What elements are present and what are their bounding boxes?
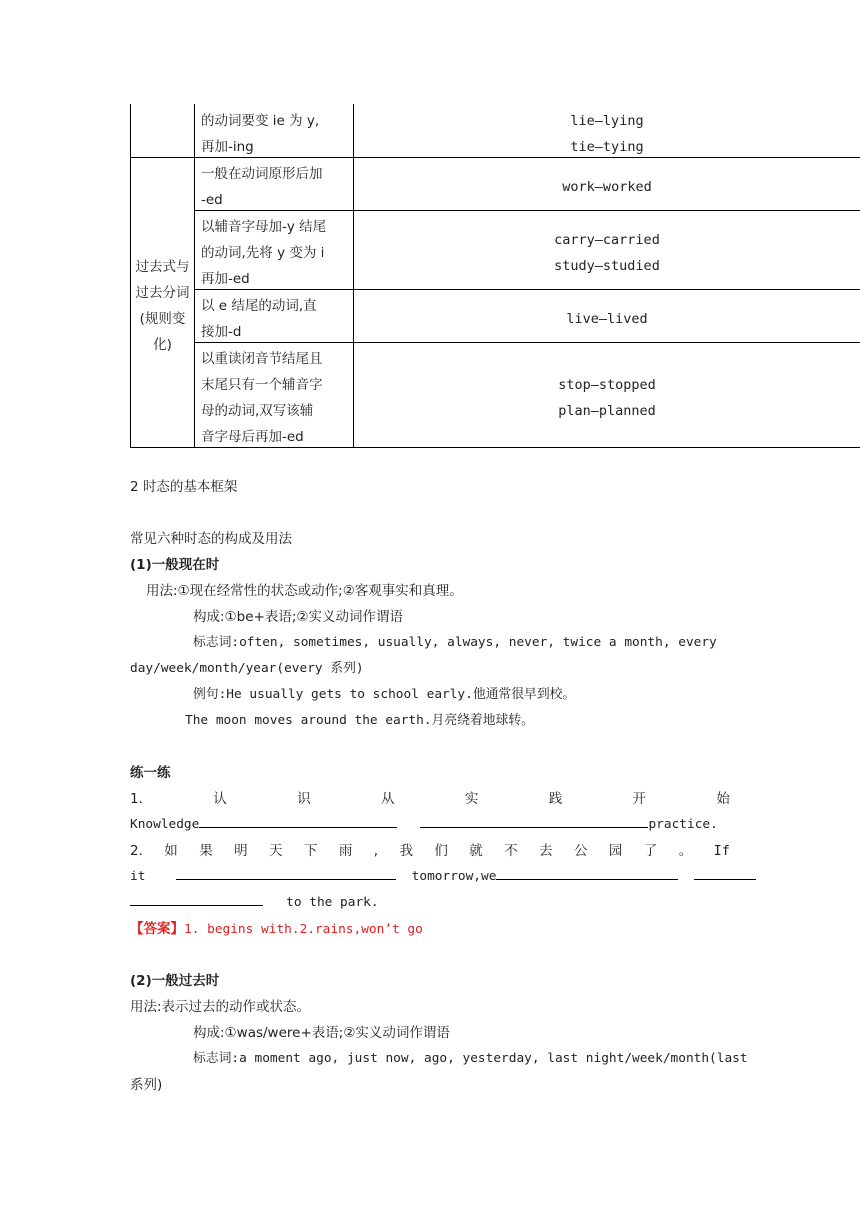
table-cell-example: carry—carried study—studied (554, 232, 660, 274)
table-cell-example: live—lived (566, 311, 648, 327)
answer-blank[interactable] (176, 865, 396, 880)
present-usage: 用法:①现在经常性的状态或动作;②客观事实和真理。 (146, 583, 463, 599)
answer-blank[interactable] (420, 813, 648, 828)
past-tense-heading: (2)一般过去时 (130, 973, 220, 989)
practice-question-2-line2: it tomorrow,we (130, 864, 756, 890)
practice-question-1-line2: Knowledge practice. (130, 812, 718, 838)
practice-question-2: 2. 如 果 明 天 下 雨 , 我 们 就 不 去 公 园 了 。 If (130, 843, 730, 859)
table-group-label: 过去式与 过去分词 (规则变 化) (135, 259, 190, 353)
table-cell-rule: 以重读闭音节结尾且 末尾只有一个辅音字 母的动词,双写该辅 音字母后再加-ed (201, 351, 323, 445)
answer-blank[interactable] (130, 891, 263, 906)
present-signal-words-cont: day/week/month/year(every 系列) (130, 661, 364, 676)
section-title: 2 时态的基本框架 (130, 479, 238, 495)
past-signal-words: 标志词:a moment ago, just now, ago, yesterday, last night/week/month(last (193, 1051, 748, 1066)
present-example-2: The moon moves around the earth.月亮绕着地球转。 (185, 713, 534, 728)
answer-blank[interactable] (694, 865, 756, 880)
answer-line (130, 916, 423, 943)
example-line: tie—tying (570, 139, 644, 155)
practice-question-2-line3: to the park. (130, 890, 379, 916)
answer-label: 【答案】 (130, 921, 184, 937)
table-cell-example: work—worked (562, 179, 652, 195)
present-tense-heading: (1)一般现在时 (130, 557, 220, 573)
practice-heading: 练一练 (130, 765, 171, 781)
table-cell-rule: 一般在动词原形后加 -ed (201, 166, 323, 208)
table-cell-rule: 以辅音字母加-y 结尾 的动词,先将 y 变为 i 再加-ed (201, 219, 327, 287)
present-signal-words: 标志词:often, sometimes, usually, always, never, twice a month, every (193, 635, 717, 650)
present-example-1: 例句:He usually gets to school early.他通常很早到校。 (193, 687, 576, 702)
table-cell-rule (201, 108, 319, 160)
example-line: lie—lying (570, 113, 644, 129)
table-cell-example (354, 108, 860, 160)
answer-text: 1. begins with.2.rains,won’t go (184, 922, 423, 937)
intro-text: 常见六种时态的构成及用法 (130, 531, 292, 547)
rule-line: 再加-ing (201, 139, 254, 155)
table-divider-1 (194, 104, 195, 448)
table-cell-rule: 以 e 结尾的动词,直 接加-d (201, 298, 317, 340)
past-usage: 用法:表示过去的动作或状态。 (130, 999, 311, 1015)
answer-blank[interactable] (496, 865, 678, 880)
practice-question-1: 1. 认 识 从 实 践 开 始 (130, 791, 730, 807)
present-structure: 构成:①be+表语;②实义动词作谓语 (193, 609, 403, 625)
past-structure: 构成:①was/were+表语;②实义动词作谓语 (193, 1025, 450, 1041)
past-signal-words-cont: 系列) (130, 1077, 163, 1093)
rule-line: 的动词要变 ie 为 y, (201, 113, 320, 129)
table-cell-example: stop—stopped plan—planned (558, 377, 656, 419)
answer-blank[interactable] (199, 813, 397, 828)
